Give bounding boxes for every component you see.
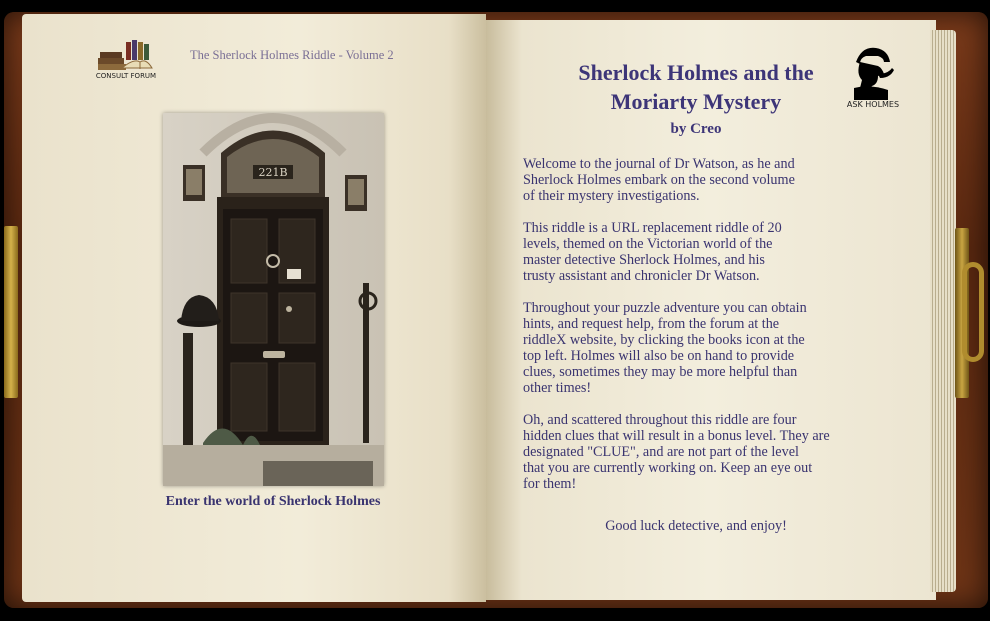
text-line: designated "CLUE", and are not part of the level (523, 444, 799, 460)
text-line: Oh, and scattered throughout this riddle are four (523, 412, 797, 428)
text-line: of their mystery investigations. (523, 188, 700, 204)
door-number: 221B (258, 166, 288, 179)
title-line-2: Moriarty Mystery (610, 89, 782, 114)
holmes-silhouette-icon[interactable] (848, 44, 894, 100)
consult-forum-label: CONSULT FORUM (95, 72, 157, 80)
books-icon[interactable] (96, 38, 154, 72)
text-line: Throughout your puzzle adventure you can obtain (523, 300, 807, 316)
text-line: levels, themed on the Victorian world of the (523, 236, 773, 252)
text-line: Welcome to the journal of Dr Watson, as he and (523, 156, 795, 172)
journal-text (523, 156, 893, 508)
page-title (560, 58, 832, 116)
paragraph-clues (523, 412, 893, 492)
baker-street-door-photo (163, 113, 384, 486)
running-title: The Sherlock Holmes Riddle - Volume 2 (190, 48, 394, 62)
text-line: top left. Holmes will also be on hand to provide (523, 348, 795, 364)
ask-holmes-label: ASK HOLMES (846, 100, 900, 109)
page-edges (930, 30, 956, 592)
text-line: that you are currently working on. Keep an eye out (523, 460, 813, 476)
clasp-ring (962, 262, 984, 362)
title-line-1: Sherlock Holmes and the (578, 60, 814, 85)
text-line: clues, sometimes they may be more helpful than (523, 364, 798, 380)
text-line: for them! (523, 476, 577, 492)
text-line: hints, and request help, from the forum at the (523, 316, 780, 332)
paragraph-hints (523, 300, 893, 396)
byline: by Creo (670, 121, 722, 137)
text-line: master detective Sherlock Holmes, and his (523, 252, 765, 268)
signoff: Good luck detective, and enjoy! (605, 518, 787, 534)
text-line: other times! (523, 380, 592, 396)
text-line: Sherlock Holmes embark on the second volume (523, 172, 795, 188)
text-line: hidden clues that will result in a bonus level. They are (523, 428, 830, 444)
text-line: trusty assistant and chronicler Dr Watson. (523, 268, 760, 284)
text-line: This riddle is a URL replacement riddle of 20 (523, 220, 782, 236)
text-line: riddleX website, by clicking the books icon at the (523, 332, 805, 348)
left-brass-clasp (4, 226, 18, 398)
photo-caption: Enter the world of Sherlock Holmes (165, 494, 381, 509)
paragraph-about (523, 220, 893, 284)
paragraph-welcome (523, 156, 893, 204)
